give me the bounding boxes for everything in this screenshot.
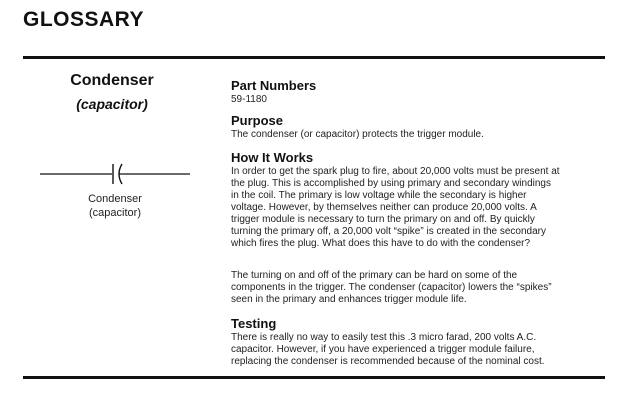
testing-heading: Testing: [231, 316, 277, 331]
text-line: the plug. This is accomplished by using primary and secondary windings: [231, 178, 551, 189]
text-line: There is really no way to easily test this .3 micro farad, 200 volts A.C.: [231, 332, 537, 343]
purpose-heading: Purpose: [231, 113, 284, 128]
text-line: capacitor. However, if you have experienced a trigger module failure,: [231, 344, 535, 355]
text-line: turning the primary off, a 20,000 volt “spike” is created in the secondary: [231, 226, 546, 237]
top-divider: [23, 56, 605, 59]
text-line: trigger module is necessary to turn the primary on and off. By quickly: [231, 214, 535, 225]
text-line: replacing the condenser is recommended because of the nominal cost.: [231, 356, 545, 367]
bottom-divider: [23, 376, 605, 379]
text-line: in the coil. The primary is low voltage while the secondary is higher: [231, 190, 527, 201]
term-title: Condenser: [70, 72, 154, 89]
term-subtitle: (capacitor): [76, 96, 148, 112]
purpose-text: The condenser (or capacitor) protects the trigger module.: [231, 129, 484, 140]
text-line: voltage. However, by themselves neither can produce 20,000 volts. A: [231, 202, 537, 213]
symbol-label: Condenser: [88, 193, 142, 205]
page-title: GLOSSARY: [23, 8, 145, 31]
capacitor-symbol-icon: [40, 160, 190, 190]
part-numbers-heading: Part Numbers: [231, 78, 317, 93]
text-line: The turning on and off of the primary can be hard on some of the: [231, 270, 518, 281]
testing-text: [231, 332, 611, 368]
text-line: which fires the plug. What does this have to do with the condenser?: [231, 238, 531, 249]
text-line: seen in the primary and enhances trigger module life.: [231, 294, 467, 305]
how-it-works-paragraph-2: [231, 270, 611, 306]
text-line: components in the trigger. The condenser (capacitor) lowers the “spikes”: [231, 282, 552, 293]
text-line: In order to get the spark plug to fire, about 20,000 volts must be present at: [231, 166, 560, 177]
how-it-works-heading: How It Works: [231, 150, 314, 165]
how-it-works-paragraph-1: [231, 166, 611, 250]
part-numbers-text: 59-1180: [231, 94, 267, 105]
symbol-sublabel: (capacitor): [89, 207, 141, 219]
